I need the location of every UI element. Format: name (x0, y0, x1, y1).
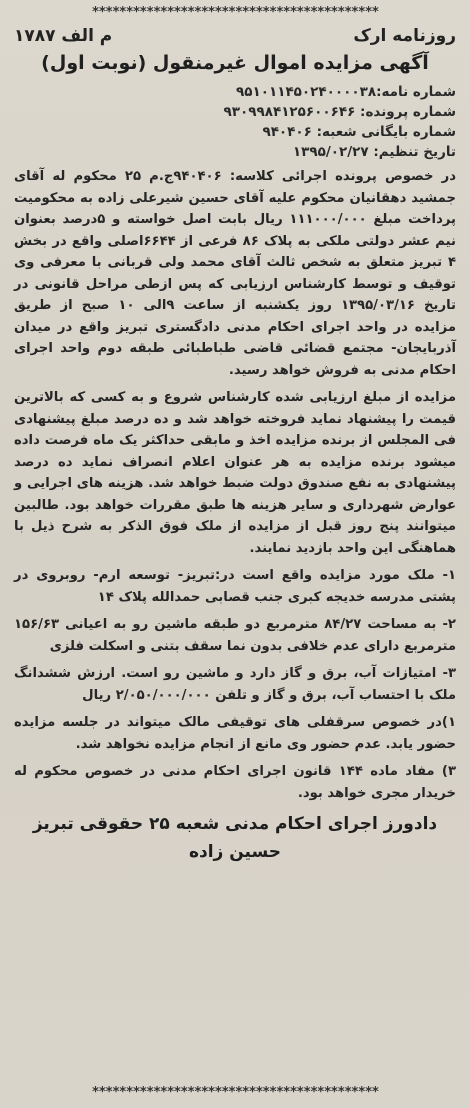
notice-meta (14, 82, 456, 162)
archive-number: شماره بایگانی شعبه: ۹۴۰۴۰۶ (262, 124, 456, 140)
paragraph-note-3: ۳) مفاد ماده ۱۴۴ قانون اجرای احکام مدنی در خصوص محکوم له خریدار مجری خواهد بود. (14, 764, 456, 801)
newspaper-name: روزنامه ارک (353, 26, 456, 46)
signature-name: حسین زاده (188, 842, 282, 862)
top-star-border: ****************************************** (91, 6, 379, 20)
paragraph-note-1: ۱)در خصوص سرقفلی های توقیفی مالک میتواند در جلسه مزایده حضور یابد. عدم حضور وی مانع از انجام مزایده نخواهد شد. (14, 715, 456, 752)
paragraph-case: در خصوص پرونده اجرائی کلاسه: ۹۴۰۴۰۶ج.م ۲۵ محکوم له آقای جمشید دهقانیان محکوم علیه آقای حسین شیرعلی زاده به محکومیت پرداخت مبلغ ۱۱۱۰۰۰/۰۰۰ ریال بابت اصل خواسته و ۵درصد بعنوان نیم عشر دولتی ملکی به پلاک ۸۶ فرعی از ۶۶۴۴اصلی واقع در بخش ۴ تبریز متعلق به شخص ثالث آقای محمد ولی قربانی با معرفی وی توقیف و توسط کارشناس ارزیابی که پس ازطی مراحل قانونی در تاریخ ۱۳۹۵/۰۳/۱۶ روز یکشنبه از ساعت ۹الی ۱۰ صبح از طریق مزایده در واحد اجرای احکام مدنی دادگستری تبریز واقع در میدان آذربایجان- مجتمع قضائی قاضی طباطبائی طبقه دوم واحد اجرای احکام مدنی به فروش خواهد رسید. (14, 169, 456, 378)
signature-title: دادورز اجرای احکام مدنی شعبه ۲۵ حقوقی تبریز (32, 814, 438, 834)
paragraph-location: ۱- ملک مورد مزایده واقع است در:تبریز- توسعه ارم- روبروی در پشتی مدرسه خدیجه کبری جنب قصابی حمدالله پلاک ۱۴ (14, 568, 456, 605)
notice-title: آگهی مزایده اموال غیرمنقول (نوبت اول) (41, 52, 429, 74)
bottom-star-border: ****************************************** (91, 1086, 379, 1100)
notice-body (14, 166, 456, 804)
paragraph-terms: مزایده از مبلغ ارزیابی شده کارشناس شروع و به کسی که بالاترین قیمت را پیشنهاد نماید فروخته خواهد شد و ده درصد مبلغ پیشنهادی فی المجلس از برنده مزایده اخذ و مابقی حداکثر یک ماه فرصت داده میشود برنده مزایده به هر عنوان اعلام انصراف نماید ده درصد پیشنهادی به نفع صندوق دولت ضبط خواهد شد. هزینه های اجرایی و عوارض شهرداری و سایر هزینه ها طبق مقررات خواهد بود. طالبین میتوانند پنج روز قبل از مزایده از ملک فوق الذکر به شرح ذیل با هماهنگی این واحد بازدید نمایند. (14, 390, 456, 556)
issue-code: م الف ۱۷۸۷ (14, 26, 113, 46)
notice-header (14, 24, 456, 48)
signature-block (14, 810, 456, 866)
letter-number: شماره نامه:۹۵۱۰۱۱۴۵۰۲۴۰۰۰۰۳۸ (236, 84, 456, 100)
issue-date: تاریخ تنظیم: ۱۳۹۵/۰۲/۲۷ (292, 144, 456, 160)
case-number: شماره پرونده: ۹۳۰۹۹۸۴۱۲۵۶۰۰۶۴۶ (223, 104, 456, 120)
paragraph-utilities: ۳- امتیازات آب، برق و گاز دارد و ماشین رو است. ارزش ششدانگ ملک با احتساب آب، برق و گاز و تلفن ۲/۰۵۰/۰۰۰/۰۰۰ ریال (14, 666, 456, 703)
paragraph-area: ۲- به مساحت ۸۴/۲۷ مترمربع دو طبقه ماشین رو به اعیانی ۱۵۶/۶۳ مترمربع دارای عدم خلافی بدون نما سقف بتنی و اسکلت فلزی (14, 617, 456, 654)
